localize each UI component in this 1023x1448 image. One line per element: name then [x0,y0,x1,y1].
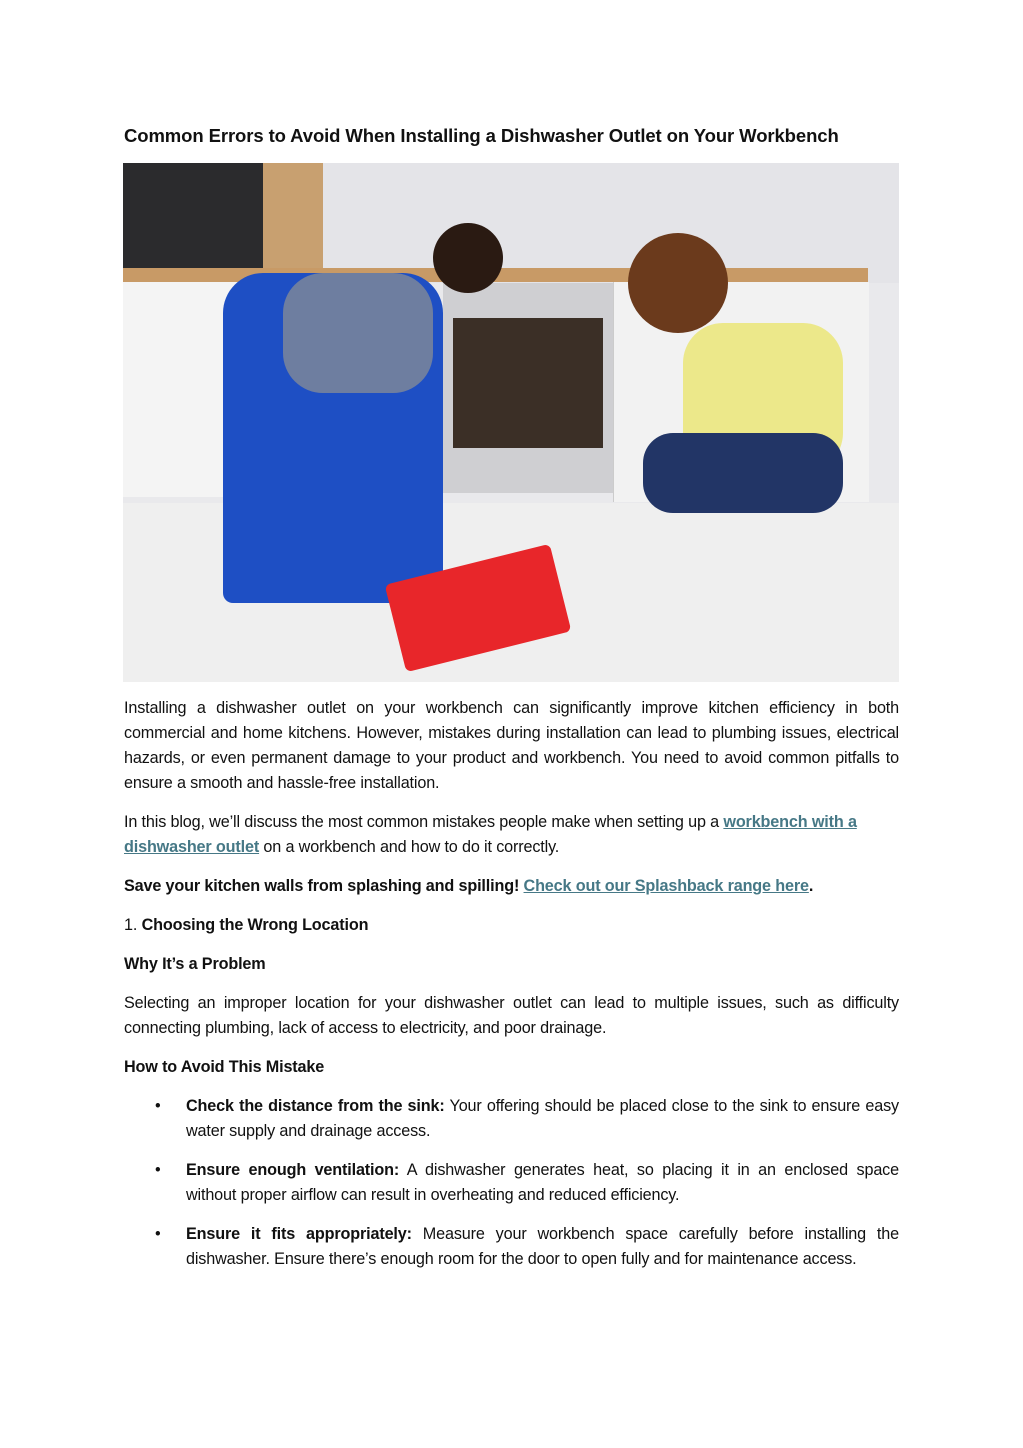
document-page [124,124,899,1286]
blog-paragraph [124,810,899,860]
section-number: 1. [124,916,142,934]
item-bold: Ensure enough ventilation: [186,1161,400,1179]
section-heading [124,913,899,938]
list-item [186,1158,899,1208]
why-heading [124,952,899,977]
section-title: Choosing the Wrong Location [141,916,369,934]
promo-paragraph [124,874,899,899]
promo-text: Save your kitchen walls from splashing and spilling! [124,877,524,895]
promo-end: . [808,877,814,895]
blog-text-pre: In this blog, we’ll discuss the most common mistakes people make when setting up a [124,813,724,831]
item-text: A dishwasher generates heat, so placing it in an enclosed space without proper airflow can result in overheating and reduced efficiency. [186,1161,899,1204]
item-bold: Ensure it fits appropriately: [186,1225,412,1243]
article-photo [123,163,899,682]
blog-text-post: on a workbench and how to do it correctly. [259,838,560,856]
workbench-dishwasher-link[interactable]: workbench with a dishwasher outlet [124,813,857,856]
item-text: Your offering should be placed close to the sink to ensure easy water supply and drainage access. [186,1097,899,1140]
item-text: Measure your workbench space carefully before installing the dishwasher. Ensure there’s enough room for the door to open fully and for maintenance access. [186,1225,899,1268]
why-paragraph: Selecting an improper location for your dishwasher outlet can lead to multiple issues, such as difficulty connecting plumbing, lack of access to electricity, and poor drainage. [124,994,899,1037]
list-item [186,1094,899,1144]
intro-paragraph: Installing a dishwasher outlet on your workbench can significantly improve kitchen efficiency in both commercial and home kitchens. However, mistakes during installation can lead to plumbing issues, electrical hazards, or even permanent damage to your product and workbench. You need to avoid common pitfalls to ensure a smooth and hassle-free installation. [124,699,899,792]
why-heading-text: Why It’s a Problem [124,955,266,973]
how-heading [124,1055,899,1080]
item-bold: Check the distance from the sink: [186,1097,445,1115]
how-heading-text: How to Avoid This Mistake [124,1058,325,1076]
tips-list [124,1094,899,1272]
page-title: Common Errors to Avoid When Installing a Dishwasher Outlet on Your Workbench [124,125,839,146]
list-item [186,1222,899,1272]
splashback-link[interactable]: Check out our Splashback range here [523,877,809,895]
